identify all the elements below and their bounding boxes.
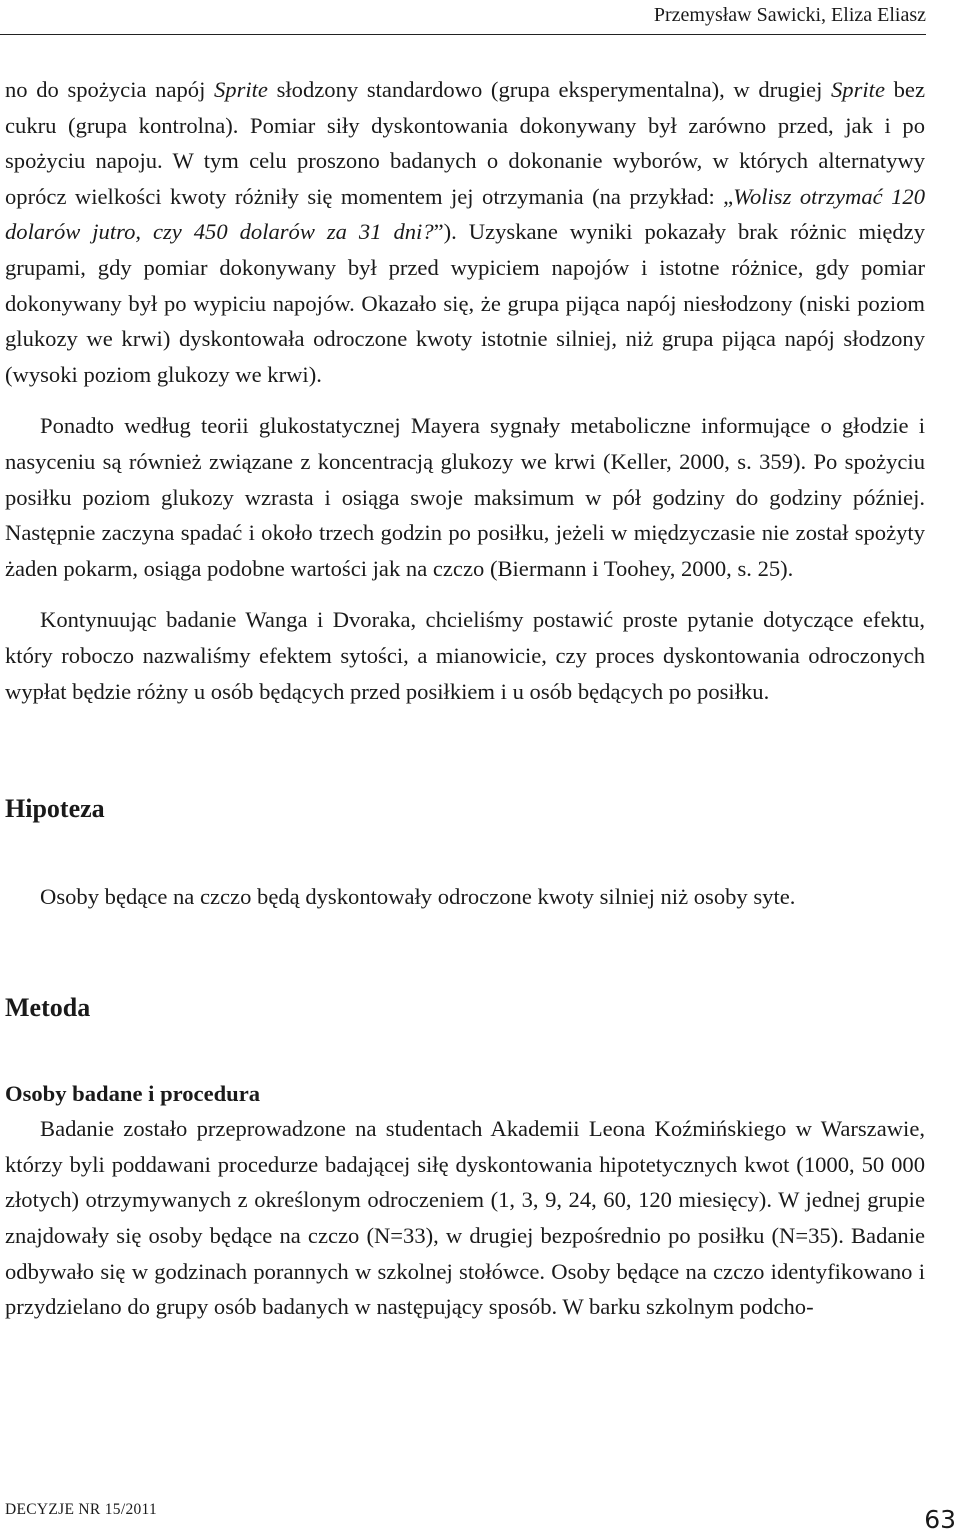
page-content xyxy=(5,72,925,1325)
paragraph-glucostatic-theory: Ponadto według teorii glukostatycznej Mayera sygnały metaboliczne informujące o głodzie i nasyceniu są również związane z koncentracją glukozy we krwi (Keller, 2000, s. 359). Po spożyciu posiłku poziom glukozy wzrasta i osiąga swoje maksimum w pół godziny do godziny później. Następnie zaczyna spadać i około trzech godzin po posiłku, jeżeli w międzyczasie nie został spożyty żaden pokarm, osiąga podobne wartości jak na czczo (Biermann i Toohey, 2000, s. 25). xyxy=(5,413,925,581)
running-title: Przemysław Sawicki, Eliza Eliasz xyxy=(653,4,926,26)
heading-hypothesis: Hipoteza xyxy=(5,794,105,824)
hypothesis-text: Osoby będące na czczo będą dyskontowały odroczone kwoty silniej niż osoby syte. xyxy=(40,884,796,910)
paragraph-research-question: Kontynuując badanie Wanga i Dvoraka, chcieliśmy postawić proste pytanie dotyczące efektu, który roboczo nazwaliśmy efektem sytości, a mianowicie, czy proces dyskontowania odroczonych wypłat będzie różny u osób będących przed posiłkiem i u osób będących po posiłku. xyxy=(5,607,925,704)
running-head xyxy=(0,0,926,35)
brand-name-italic: Sprite xyxy=(213,77,268,102)
text-run: no do spożycia napój xyxy=(5,77,214,102)
text-run: bez cukru (grupa kontrolna). Pomiar siły dyskontowania dokonywany był zarówno przed, jak i po spożyciu napoju. W tym celu proszono badanych o dokonanie wyborów, w których alternatywy oprócz wielkości kwoty różniły się momentem jej otrzymania (na przykład: „ xyxy=(5,77,925,209)
page-number: 63 xyxy=(924,1505,956,1534)
subheading-participants-procedure: Osoby badane i procedura xyxy=(5,1080,261,1106)
text-run: słodzony standardowo (grupa eksperymentalna), w drugiej xyxy=(267,77,831,102)
paragraph-participants: Badanie zostało przeprowadzone na studentach Akademii Leona Koźmińskiego w Warszawie, którzy byli poddawani procedurze badającej siłę dyskontowania hipotetycznych kwot (1000, 50 000 złotych) otrzymywanych z określonym odroczeniem (1, 3, 9, 24, 60, 120 miesięcy). W jednej grupie znajdowały się osoby będące na czczo (N=33), w drugiej bezpośrednio po posiłku (N=35). Badanie odbywało się w godzinach porannych w szkolnej stołówce. Osoby będące na czczo identyfikowano i przydzielano do grupy osób badanych w następujący sposób. W barku szkolnym podcho- xyxy=(5,1116,925,1320)
brand-name-italic: Sprite xyxy=(831,77,885,102)
heading-method: Metoda xyxy=(5,992,91,1022)
journal-footer: DECYZJE NR 15/2011 xyxy=(5,1501,158,1518)
paragraph-study-description xyxy=(5,72,925,392)
text-run: ”). Uzyskane wyniki pokazały brak różnic między grupami, gdy pomiar dokonywany był przed wypiciem napojów i istotne różnice, gdy pomiar dokonywany był po wypiciu napojów. Okazało się, że grupa pijąca napój niesłodzony (niski poziom glukozy we krwi) dyskontowała odroczone kwoty istotnie silniej, niż grupa pijąca napój słodzony (wysoki poziom glukozy we krwi). xyxy=(5,219,925,387)
example-question-italic: Wolisz otrzymać 120 dolarów jutro, czy 450 dolarów za 31 dni? xyxy=(5,183,926,245)
